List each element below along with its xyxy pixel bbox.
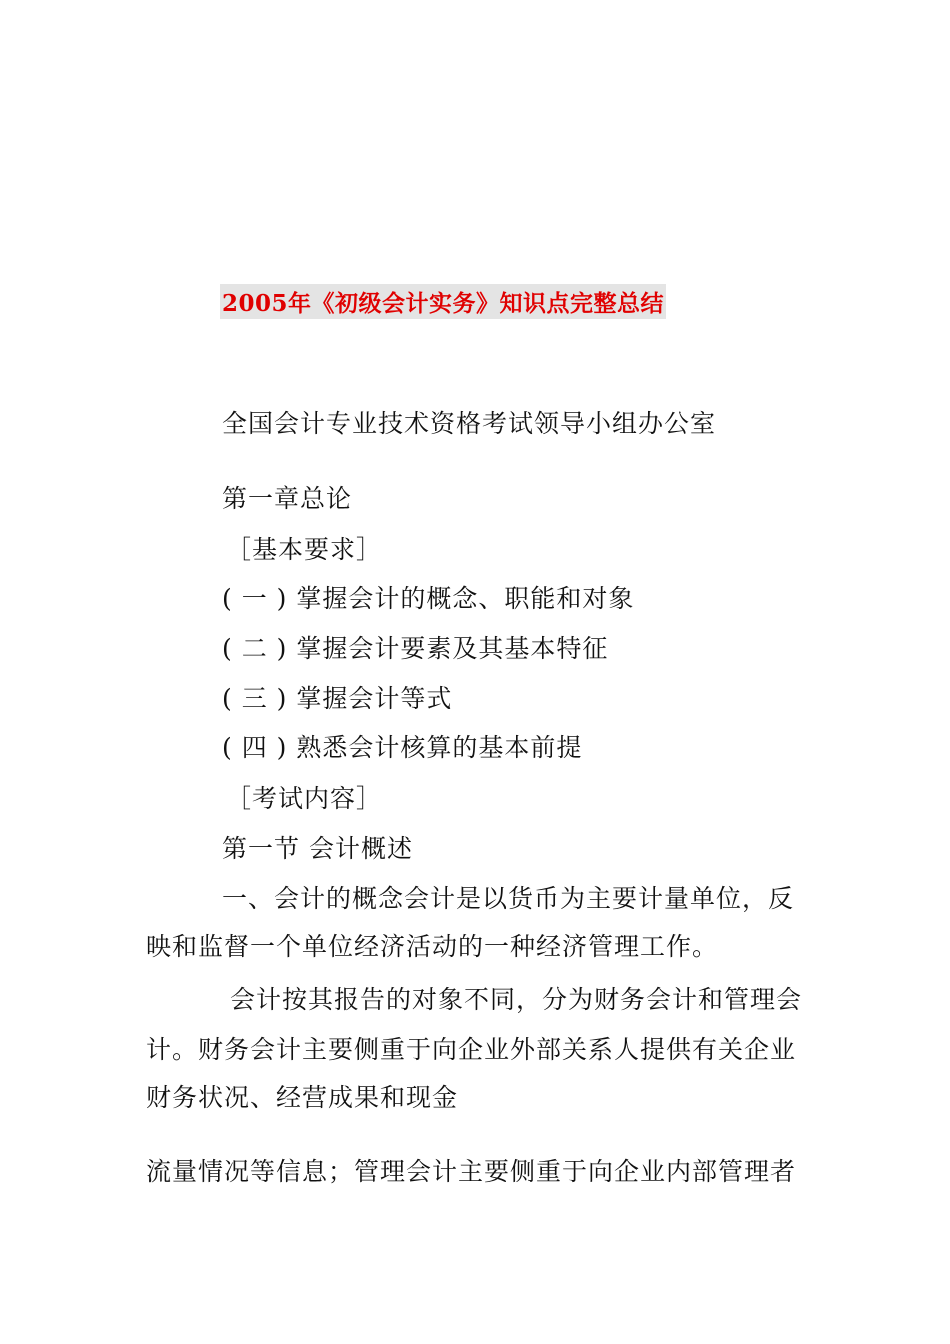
paragraph-3-line-1: 流量情况等信息；管理会计主要侧重于向企业内部管理者 (146, 1157, 797, 1186)
basic-requirements-heading: ［基本要求］ (226, 535, 383, 564)
issuer-line: 全国会计专业技术资格考试领导小组办公室 (222, 409, 717, 438)
paragraph-2-line-3: 财务状况、经营成果和现金 (146, 1083, 459, 1112)
requirement-item-2: ( 二 ) 掌握会计要素及其基本特征 (222, 634, 609, 663)
paragraph-2-line-1: 会计按其报告的对象不同，分为财务会计和管理会 (230, 985, 803, 1014)
section-heading: 第一节 会计概述 (222, 834, 413, 863)
requirement-item-1: ( 一 ) 掌握会计的概念、职能和对象 (222, 584, 635, 613)
paragraph-1-line-2: 映和监督一个单位经济活动的一种经济管理工作。 (146, 932, 719, 961)
requirement-item-3: ( 三 ) 掌握会计等式 (222, 684, 453, 713)
exam-content-heading: ［考试内容］ (226, 784, 383, 813)
requirement-item-4: ( 四 ) 熟悉会计核算的基本前提 (222, 733, 583, 762)
paragraph-1-line-1: 一、会计的概念会计是以货币为主要计量单位，反 (222, 884, 795, 913)
paragraph-2-line-2: 计。财务会计主要侧重于向企业外部关系人提供有关企业 (146, 1035, 797, 1064)
chapter-heading: 第一章总论 (222, 484, 353, 513)
document-title: 2005年《初级会计实务》知识点完整总结 (220, 284, 666, 319)
